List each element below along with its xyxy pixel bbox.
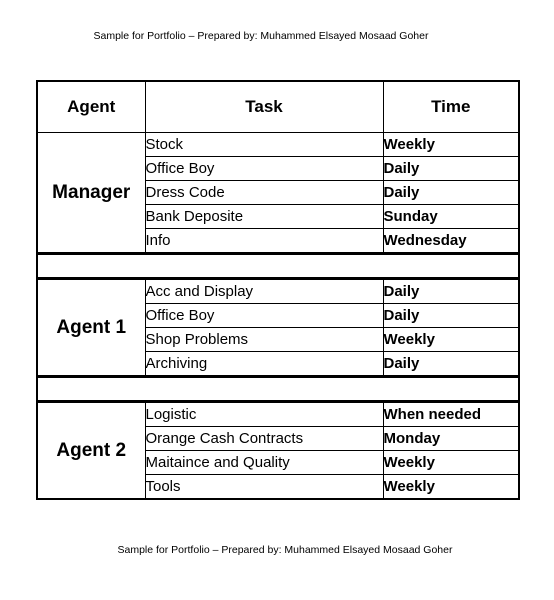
separator-cell [37,377,519,402]
group-separator-row [37,377,519,402]
task-cell: Maitaince and Quality [145,451,383,475]
task-cell: Office Boy [145,157,383,181]
task-cell: Archiving [145,352,383,377]
table-row [37,402,519,427]
footer-caption: Sample for Portfolio – Prepared by: Muhammed Elsayed Mosaad Goher [117,544,453,556]
column-header-time: Time [383,81,519,133]
header-row [37,81,519,133]
task-cell: Logistic [145,402,383,427]
time-cell: Monday [383,427,519,451]
time-cell: Weekly [383,133,519,157]
agent-cell-agent-2: Agent 2 [37,402,145,500]
group-separator-row [37,254,519,279]
agent-cell-agent-1: Agent 1 [37,279,145,377]
task-cell: Info [145,229,383,254]
task-cell: Stock [145,133,383,157]
time-cell: Daily [383,352,519,377]
schedule-table [36,80,520,500]
task-cell: Office Boy [145,304,383,328]
separator-cell [37,254,519,279]
time-cell: Sunday [383,205,519,229]
time-cell: Daily [383,181,519,205]
time-cell: Daily [383,304,519,328]
time-cell: Weekly [383,328,519,352]
task-cell: Tools [145,475,383,500]
time-cell: Weekly [383,475,519,500]
task-cell: Shop Problems [145,328,383,352]
column-header-agent: Agent [37,81,145,133]
column-header-task: Task [145,81,383,133]
agent-cell-manager: Manager [37,133,145,254]
table-row [37,279,519,304]
task-cell: Bank Deposite [145,205,383,229]
time-cell: Daily [383,279,519,304]
task-cell: Acc and Display [145,279,383,304]
time-cell: Wednesday [383,229,519,254]
time-cell: When needed [383,402,519,427]
task-cell: Orange Cash Contracts [145,427,383,451]
table-row [37,133,519,157]
time-cell: Weekly [383,451,519,475]
task-cell: Dress Code [145,181,383,205]
time-cell: Daily [383,157,519,181]
header-caption: Sample for Portfolio – Prepared by: Muhammed Elsayed Mosaad Goher [93,30,429,42]
